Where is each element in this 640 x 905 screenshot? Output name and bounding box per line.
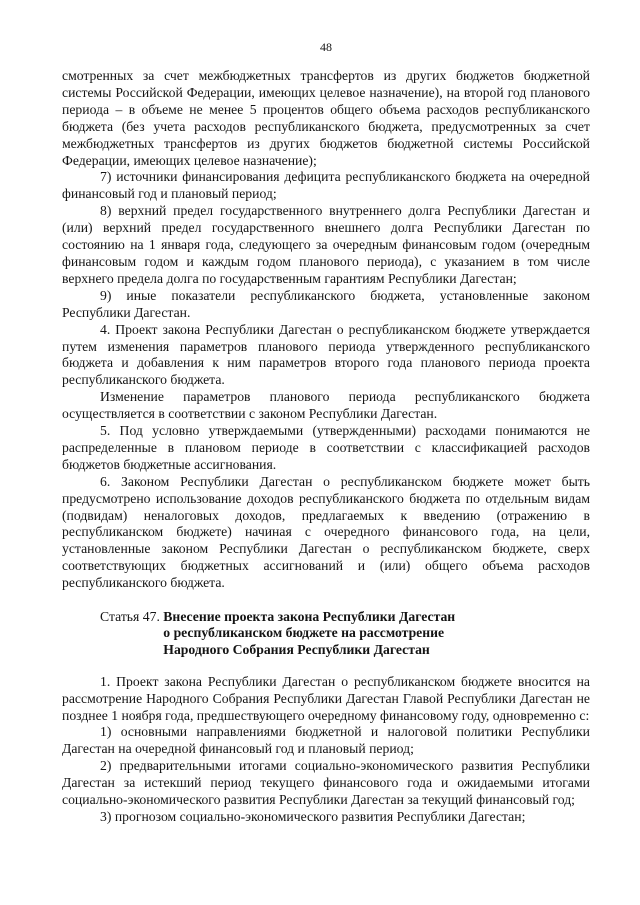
article-title-line-2: о республиканском бюджете на рассмотрение — [163, 625, 445, 641]
paragraph-item-7: 7) источники финансирования дефицита республиканского бюджета на очередной финансовый год и плановый период; — [62, 169, 590, 202]
paragraph-art47-point-1: 1. Проект закона Республики Дагестан о республиканском бюджете вносится на рассмотрение Народного Собрания Республики Дагестан Главой Республики Дагестан не позднее 1 ноября года, предшествующего очередному финансовому году, одновременно с: — [62, 673, 590, 723]
paragraph-plan-change: Изменение параметров планового периода республиканского бюджета осуществляется в соответствии с законом Республики Дагестан. — [62, 389, 590, 422]
article-title-line-3: Народного Собрания Республики Дагестан — [163, 641, 430, 657]
paragraph-point-6: 6. Законом Республики Дагестан о республиканском бюджете может быть предусмотрено использование доходов республиканского бюджета по отдельным видам (подвидам) неналоговых доходов, предлагаемых к введению (отражению в республиканском бюджете) начиная с очередного финансового года, на цели, установленные законом Республики Дагестан о республиканском бюджете, сверх соответствующих бюджетных ассигнований и (или) общего объема расходов республиканского бюджета. — [62, 473, 590, 591]
paragraph-item-9: 9) иные показатели республиканского бюджета, установленные законом Республики Дагестан. — [62, 287, 590, 320]
paragraph-point-5: 5. Под условно утверждаемыми (утвержденными) расходами понимаются не распределенные в плановом периоде в соответствии с классификацией расходов бюджетов бюджетные ассигнования. — [62, 423, 590, 472]
article-title-line-1: Внесение проекта закона Республики Дагестан — [163, 609, 456, 625]
paragraph-art47-item-3: 3) прогнозом социально-экономического развития Республики Дагестан; — [100, 808, 526, 824]
paragraph-art47-item-1: 1) основными направлениями бюджетной и налоговой политики Республики Дагестан на очередной финансовый год и плановый период; — [62, 724, 590, 757]
page-number: 48 — [320, 40, 332, 54]
article-heading — [62, 609, 590, 658]
paragraph-continuation: смотренных за счет межбюджетных трансфертов из других бюджетов бюджетной системы Российской Федерации, имеющих целевое назначение), на второй год планового периода – в объеме не менее 5 процентов общего объема расходов республиканского бюджета (без учета расходов республиканского бюджета, предусмотренных за счет межбюджетных трансфертов из других бюджетов бюджетной системы Российской Федерации, имеющих целевое назначение); — [62, 68, 590, 168]
article-label: Статья 47. — [100, 609, 164, 625]
article-title — [163, 609, 455, 658]
paragraph-point-4: 4. Проект закона Республики Дагестан о республиканском бюджете утверждается путем изменения параметров планового периода утвержденного республиканского бюджета и добавления к ним параметров второго года планового периода проекта республиканского бюджета. — [62, 321, 590, 388]
paragraph-art47-item-2: 2) предварительными итогами социально-экономического развития Республики Дагестан за истекший период текущего финансового года и ожидаемыми итогами социально-экономического развития Республики Дагестан за текущий финансовый год; — [62, 758, 590, 808]
paragraph-item-8: 8) верхний предел государственного внутреннего долга Республики Дагестан и (или) верхний предел государственного внешнего долга Республики Дагестан по состоянию на 1 января года, следующего за очередным финансовым годом (очередным финансовым годом и каждым годом планового периода), с указанием в том числе верхнего предела долга по государственным гарантиям Республики Дагестан; — [62, 203, 590, 286]
